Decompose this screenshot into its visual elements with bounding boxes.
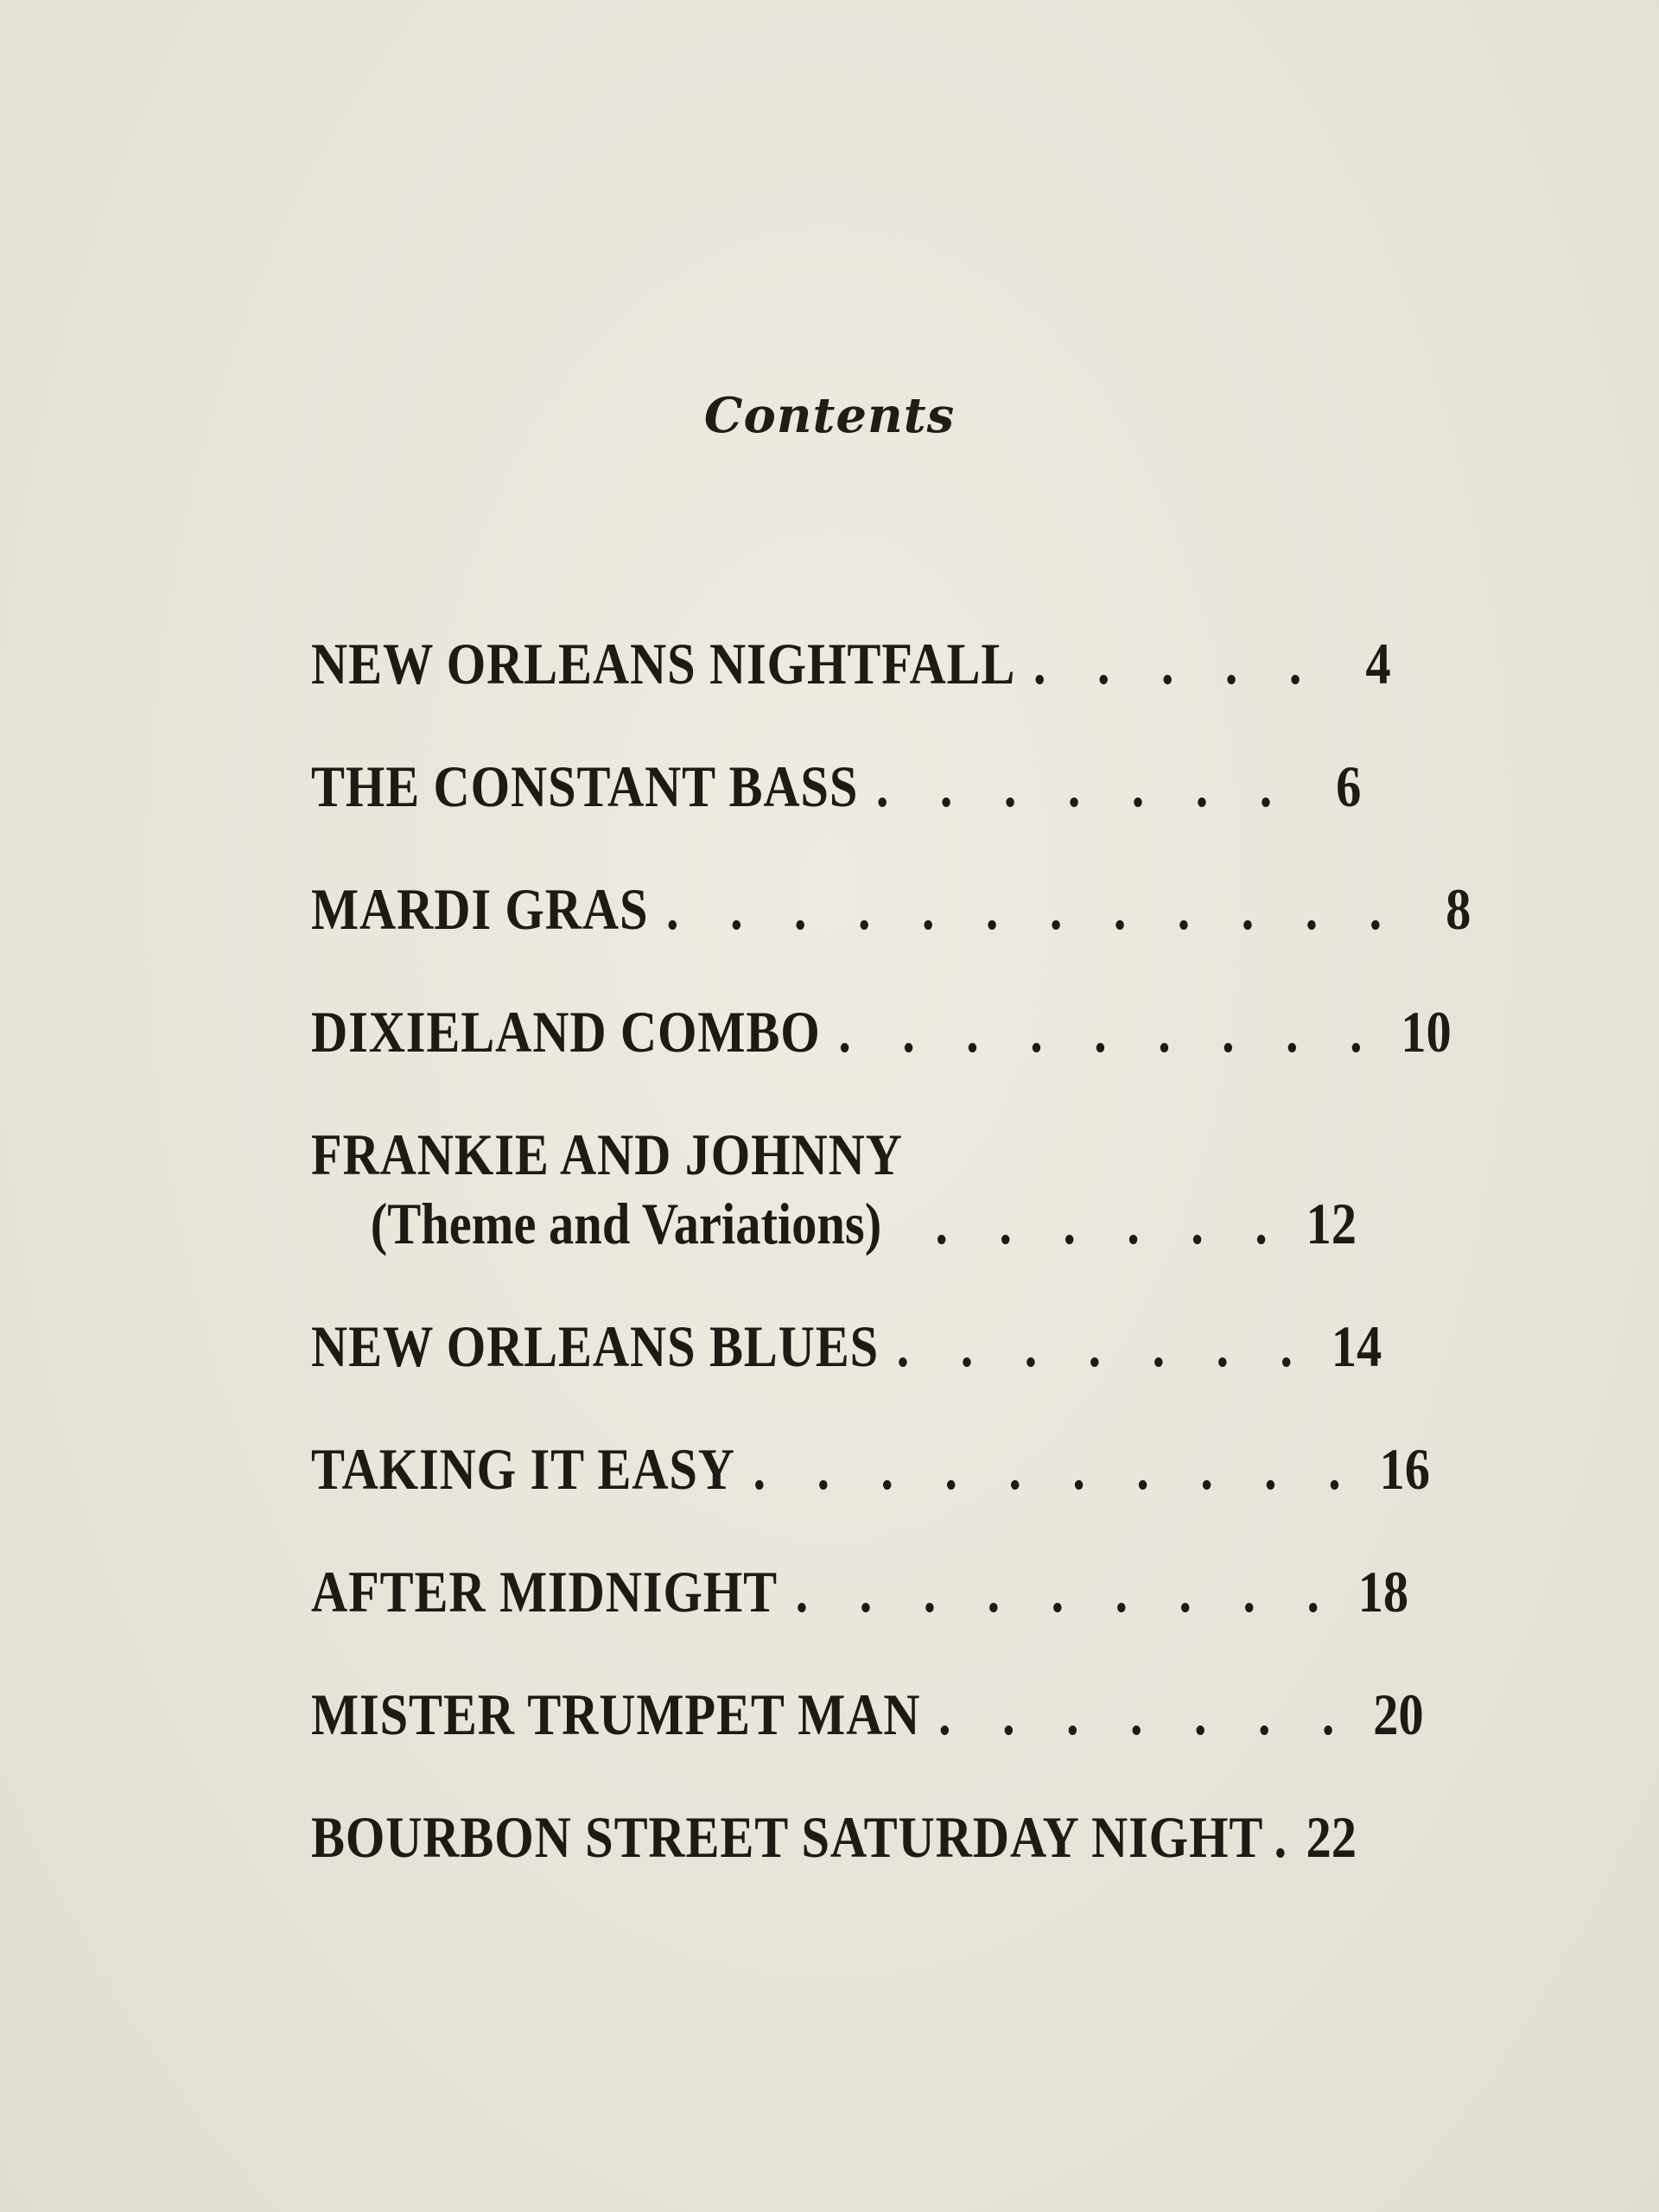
- toc-entry-mardi-gras[interactable]: [311, 816, 1471, 942]
- toc-leader-dots: . . . . .: [1033, 631, 1321, 696]
- toc-page-number: 14: [1331, 1313, 1382, 1379]
- toc-leader-dots: . . . . . . . . .: [795, 1559, 1339, 1624]
- toc-page-number: 4: [1365, 631, 1391, 696]
- toc-leader-dots: . . . . . . . . . . . .: [665, 876, 1402, 942]
- toc-entry-bourbon-street-saturday-night[interactable]: [311, 1744, 1357, 1870]
- toc-page-number: 10: [1401, 999, 1452, 1065]
- toc-leader-dots: . . . . . . .: [938, 1681, 1354, 1747]
- toc-entry-taking-it-easy[interactable]: [311, 1376, 1430, 1502]
- toc-entry-after-midnight[interactable]: [311, 1498, 1409, 1624]
- toc-entry-title: AFTER MIDNIGHT: [311, 1559, 779, 1624]
- toc-entry-title: BOURBON STREET SATURDAY NIGHT: [311, 1804, 1264, 1870]
- table-of-contents: [311, 570, 1471, 1870]
- toc-leader-dots: . . . . . .: [935, 1191, 1287, 1256]
- toc-entry-title: MISTER TRUMPET MAN: [311, 1681, 921, 1747]
- toc-page-number: 16: [1379, 1436, 1430, 1502]
- toc-leader-dots: .: [1274, 1804, 1287, 1870]
- toc-entry-title: MARDI GRAS: [311, 876, 649, 942]
- toc-entry-new-orleans-blues[interactable]: [311, 1253, 1382, 1379]
- toc-entry-title: THE CONSTANT BASS: [311, 753, 859, 819]
- toc-leader-dots: . . . . . . .: [875, 753, 1292, 819]
- toc-leader-dots: . . . . . . .: [896, 1313, 1313, 1379]
- page-title: Contents: [703, 387, 956, 444]
- toc-page-number: 18: [1357, 1559, 1409, 1624]
- toc-page-number: 20: [1373, 1681, 1424, 1747]
- toc-page-number: 6: [1336, 753, 1362, 819]
- toc-leader-dots: . . . . . . . . . .: [753, 1436, 1361, 1502]
- toc-entry-frankie-and-johnny[interactable]: [311, 1061, 1357, 1256]
- toc-entry-subtitle-row: [311, 1191, 1357, 1256]
- toc-page-number: 12: [1306, 1191, 1357, 1256]
- toc-entry-mister-trumpet-man[interactable]: [311, 1621, 1424, 1747]
- toc-entry-title: TAKING IT EASY: [311, 1436, 735, 1502]
- toc-entry-title: DIXIELAND COMBO: [311, 999, 821, 1065]
- toc-entry-dixieland-combo[interactable]: [311, 938, 1452, 1065]
- toc-entry-title: NEW ORLEANS BLUES: [311, 1313, 880, 1379]
- toc-entry-title: NEW ORLEANS NIGHTFALL: [311, 631, 1016, 696]
- toc-entry-title: FRANKIE AND JOHNNY: [311, 1122, 903, 1187]
- toc-page-number: 8: [1446, 876, 1471, 942]
- toc-entry-new-orleans-nightfall[interactable]: [311, 570, 1391, 696]
- toc-entry-the-constant-bass[interactable]: [311, 693, 1362, 819]
- toc-leader-dots: . . . . . . . . .: [838, 999, 1382, 1065]
- toc-page-number: 22: [1306, 1804, 1357, 1870]
- toc-entry-subtitle: (Theme and Variations): [370, 1191, 882, 1256]
